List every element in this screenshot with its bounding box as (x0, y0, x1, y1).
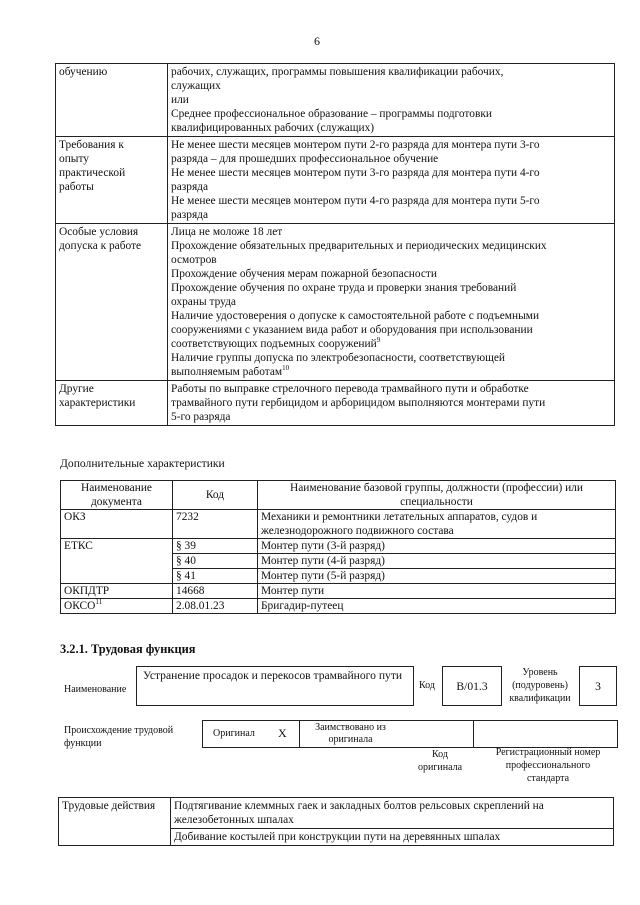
name-cell: Бригадир-путеец (258, 599, 616, 614)
doc-cell: ОКСО$^{11}$ (61, 599, 173, 614)
action-item: Подтягивание клеммных гаек и закладных болтов рельсовых скреплений на железобетонных шпалах (171, 798, 614, 829)
row-label: Требования к опыту практической работы (56, 137, 168, 224)
name-cell: Монтер пути (5-й разряд) (258, 569, 616, 584)
header-name: Наименование базовой группы, должности (профессии) или специальности (258, 481, 616, 510)
row-content: рабочих, служащих, программы повышения квалификации рабочих, служащих или Среднее профессиональное образование – программы подготовки квалифицированных рабочих (служащих) (168, 64, 615, 137)
code-original-label: Код оригинала (417, 749, 463, 773)
code-value: B/01.3 (456, 679, 488, 693)
code-cell: § 39 (173, 539, 258, 554)
table-header (61, 481, 616, 510)
additional-title: Дополнительные характеристики (60, 457, 225, 470)
table-row (61, 599, 616, 614)
action-item: Добивание костылей при конструкции пути на деревянных шпалах (171, 829, 614, 846)
reg-number-label: Регистрационный номер профессионального стандарта (495, 747, 601, 784)
name-cell: Монтер пути (4-й разряд) (258, 554, 616, 569)
table-row (61, 539, 616, 554)
table-row (61, 584, 616, 599)
table-row (56, 64, 615, 137)
row-content: Работы по выправке стрелочного перевода трамвайного пути и обработке трамвайного пути гербицидом и арборицидом выполняются монтерами пути 5-го разряда (168, 381, 615, 426)
code-label: Код (419, 680, 435, 691)
code-cell: 7232 (173, 510, 258, 539)
name-cell: Механики и ремонтники летательных аппаратов, судов и железнодорожного подвижного состава (258, 510, 616, 539)
code-box (442, 666, 502, 706)
table-row (59, 798, 614, 829)
name-cell: Монтер пути (258, 584, 616, 599)
divider (299, 721, 300, 747)
level-label: Уровень (подуровень) квалификации (509, 667, 571, 704)
original-label: Оригинал (213, 728, 255, 739)
original-mark: X (278, 726, 287, 740)
section-heading: 3.2.1. Трудовая функция (60, 642, 196, 656)
function-name-value: Устранение просадок и перекосов трамвайного пути (143, 669, 403, 682)
page-number: 6 (314, 34, 320, 48)
name-label: Наименование (64, 684, 127, 695)
footnote-ref[interactable]: 10 (282, 364, 290, 373)
labor-actions-table (58, 797, 614, 846)
table-row (56, 381, 615, 426)
header-doc: Наименование документа (61, 481, 173, 510)
table-row (56, 137, 615, 224)
row-label: Особые условия допуска к работе (56, 224, 168, 381)
code-cell: § 40 (173, 554, 258, 569)
origin-label: Происхождение трудовой функции (64, 725, 174, 749)
doc-cell: ЕТКС (61, 539, 173, 584)
header-code: Код (173, 481, 258, 510)
code-cell: § 41 (173, 569, 258, 584)
actions-label: Трудовые действия (59, 798, 171, 846)
footnote-ref[interactable]: 9 (376, 336, 381, 345)
table-row (61, 510, 616, 539)
row-content: Не менее шести месяцев монтером пути 2-го разряда для монтера пути 3-го разряда – для прошедших профессиональное обучение Не менее шести месяцев монтером пути 3-го разряда для монтера пути 4-го разряда Не менее шести месяцев монтером пути 4-го разряда для монтера пути 5-го разряда (168, 137, 615, 224)
level-value: 3 (595, 679, 601, 693)
code-cell: 14668 (173, 584, 258, 599)
row-content: Лица не моложе 18 лет Прохождение обязательных предварительных и периодических медицинских осмотров Прохождение обучения мерам пожарной безопасности Прохождение обучения по охране труда и проверки знания требований охраны труда Наличие удостоверения о допуске к самостоятельной работе с подъемными сооружениями с указанием вида работ и оборудования при использовании соответствующих подъемных сооружений$^9$ Наличие группы допуска по электробезопасности, соответствующей выполняемым работам$^{10}$ (168, 224, 615, 381)
row-label: Другие характеристики (56, 381, 168, 426)
divider (473, 721, 474, 747)
doc-cell: ОКПДТР (61, 584, 173, 599)
doc-cell: ОКЗ (61, 510, 173, 539)
code-cell: 2.08.01.23 (173, 599, 258, 614)
requirements-table (55, 63, 615, 426)
level-box (579, 666, 617, 706)
table-row (56, 224, 615, 381)
additional-table (60, 480, 616, 614)
function-name-box (136, 666, 414, 706)
name-cell: Монтер пути (3-й разряд) (258, 539, 616, 554)
footnote-ref[interactable]: 11 (95, 598, 103, 607)
borrowed-label: Заимствовано из оригинала (315, 722, 386, 745)
origin-box (202, 720, 618, 748)
row-label: обучению (56, 64, 168, 137)
